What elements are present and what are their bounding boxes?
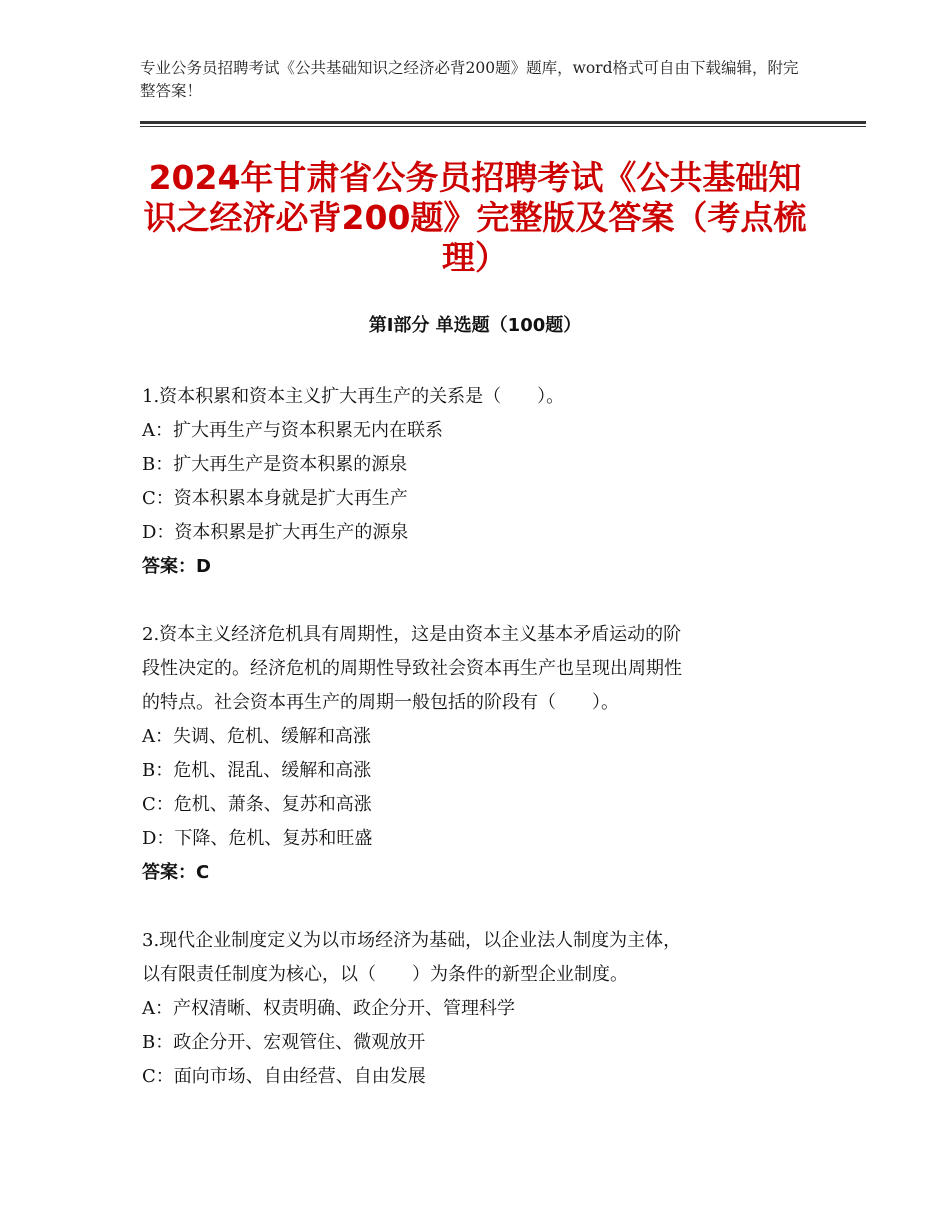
section-heading: 第Ⅰ部分 单选题（100题） (368, 315, 582, 336)
question-2 (142, 618, 810, 890)
question-2-text-line-2: 段性决定的。经济危机的周期性导致社会资本再生产也呈现出周期性 (142, 658, 682, 679)
header-rule-thin (140, 126, 866, 127)
question-2-option-d: D：下降、危机、复苏和旺盛 (142, 828, 373, 849)
question-2-answer: 答案：C (142, 862, 210, 883)
question-3 (142, 924, 810, 1094)
question-3-text-line-1: 3.现代企业制度定义为以市场经济为基础，以企业法人制度为主体， (142, 930, 682, 951)
question-2-option-a: A：失调、危机、缓解和高涨 (142, 726, 371, 747)
document-title: 2024年甘肃省公务员招聘考试《公共基础知识之经济必背200题》完整版及答案（考点梳理） (143, 158, 807, 277)
question-2-text-line-1: 2.资本主义经济危机具有周期性，这是由资本主义基本矛盾运动的阶 (142, 624, 682, 645)
header-rule-thick (140, 121, 866, 124)
question-1-option-a: A：扩大再生产与资本积累无内在联系 (142, 420, 443, 441)
question-3-option-b: B：政企分开、宏观管住、微观放开 (142, 1032, 426, 1053)
header-note: 专业公务员招聘考试《公共基础知识之经济必背200题》题库，word格式可自由下载编辑，附完整答案！ (140, 59, 799, 100)
question-2-text-line-3: 的特点。社会资本再生产的周期一般包括的阶段有（ ）。 (142, 692, 619, 713)
question-3-option-c: C：面向市场、自由经营、自由发展 (142, 1066, 426, 1087)
question-1-text-line-1: 1.资本积累和资本主义扩大再生产的关系是（ ）。 (142, 386, 565, 407)
question-3-option-a: A：产权清晰、权责明确、政企分开、管理科学 (142, 998, 515, 1019)
question-2-option-c: C：危机、萧条、复苏和高涨 (142, 794, 372, 815)
question-1-option-b: B：扩大再生产是资本积累的源泉 (142, 454, 408, 475)
question-1-option-d: D：资本积累是扩大再生产的源泉 (142, 522, 409, 543)
question-1 (142, 380, 810, 584)
question-list (142, 380, 810, 1128)
question-2-option-b: B：危机、混乱、缓解和高涨 (142, 760, 372, 781)
question-1-answer: 答案：D (142, 556, 211, 577)
question-1-option-c: C：资本积累本身就是扩大再生产 (142, 488, 408, 509)
question-3-text-line-2: 以有限责任制度为核心，以（ ）为条件的新型企业制度。 (142, 964, 628, 985)
